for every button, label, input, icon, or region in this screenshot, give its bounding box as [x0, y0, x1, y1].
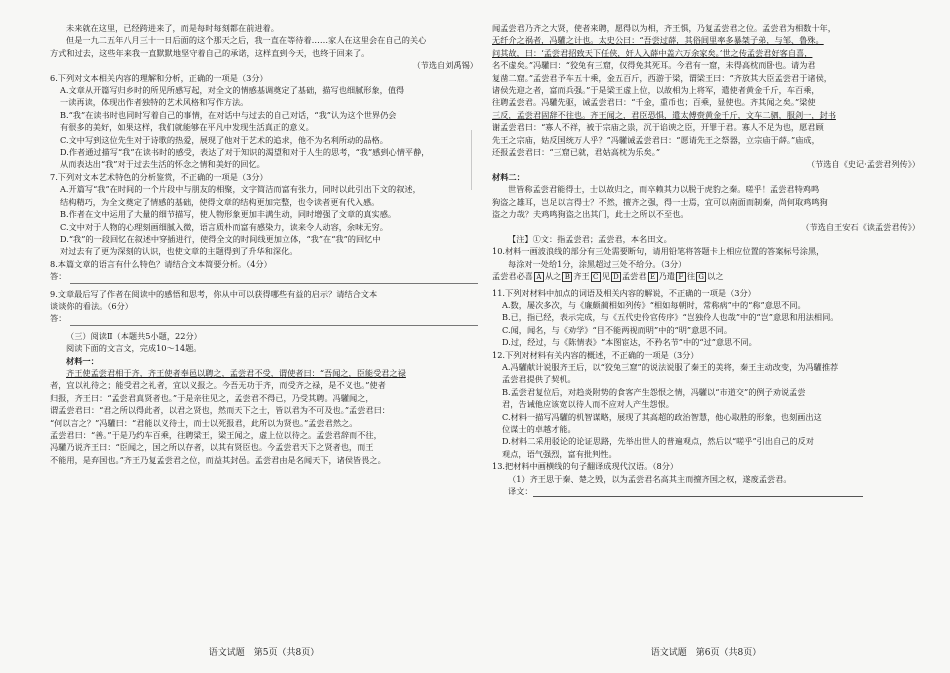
text-line: 观点，语气强烈，富有批判性。	[502, 448, 617, 459]
text-line: 结构精巧，为全文奠定了情感的基础，使得文章的结构更加完整，也令读者更有代入感。	[60, 196, 380, 207]
text-line: 冯驩乃说齐王曰：“臣闻之，国之所以存者，以其有贤臣也。今孟尝君天下之贤者也，而王	[50, 442, 374, 453]
text-line: 一读再读，体现出作者独特的艺术风格和写作方法。	[60, 97, 249, 108]
source-citation: （节选自《史记·孟尝君列传》）	[806, 159, 920, 170]
segmentation-sentence: 孟尝君必喜 A 从之 B 齐王 C 见 D 孟尝君 E 乃遣 F 往 G 以之	[492, 271, 724, 282]
text-line: 方式和过去，这些年来我一直默默地坚守着自己的承诺，这样直到今天，也终于回来了。	[50, 47, 370, 58]
option-a: A.开篇写“我”在时间的一个片段中与朋友的相聚，文字简洁而富有张力，同时以此引出下文的叙述，	[60, 184, 421, 195]
text-line: 有很多的美好，如果这样，我们就能够在平凡中发现生活真正的意义。	[60, 122, 314, 133]
text-line: 盗之力哉？夫鸡鸣狗盗之出其门，此士之所以不至也。	[492, 209, 689, 220]
text-line: 孟尝君提供了契机。	[502, 374, 576, 385]
text-line: 世皆称孟尝君能得士，士以故归之，而卒赖其力以脱于虎豹之秦。嗟乎！孟尝君特鸡鸣	[508, 184, 820, 195]
answer-line[interactable]	[70, 283, 478, 284]
option-b: B.作者在文中运用了大量的细节描写，使人物形象更加丰满生动，同时增强了文章的真实感。	[60, 209, 397, 220]
segment-box-a[interactable]: A	[534, 272, 544, 282]
left-page	[50, 22, 478, 642]
source-note: （节选自刘禹锡）	[412, 60, 478, 71]
question-10: 10.材料一画波浪线的部分有三处需要断句，请用铅笔将答题卡上相应位置的答案标号涂黑，	[492, 246, 825, 257]
text-line: 归报，齐王曰：“孟尝君真贤者也。”于是亲往见之，孟尝君不得已，乃受其聘。冯驩闻之，	[50, 392, 374, 403]
option-c: C.文中写到这位先生对于诗歌的热爱，展现了他对于艺术的追求，他不为名利所动的品格。	[60, 134, 388, 145]
text-line: 无纤介之祸者，冯驩之计也。太史公曰：“吾尝过薛，其俗闾里率多暴桀子弟，与邹、鲁殊。	[492, 35, 824, 46]
text-line: 君，告诫他应该宽以待人而不应对人产生怨恨。	[502, 399, 674, 410]
footnote: 【注】①文：指孟尝君；孟尝君，本名田文。	[508, 233, 672, 244]
text-line: 齐王使孟尝君相于齐，齐王使者奉邑以聘之，孟尝君不受，谓使者曰：“吾闻之，臣能受君之禄	[66, 367, 406, 378]
answer-line[interactable]	[533, 488, 863, 497]
question-8: 8.本篇文章的语言有什么特色？请结合文本简要分析。（4分）	[50, 258, 272, 269]
option-a: A.文章从开篇写归乡时的所见所感写起，对全文的情感基调奠定了基础，描写也细腻形象，值得	[60, 85, 405, 96]
text-line: 复凿二窟。”孟尝君予车五十乘，金五百斤，西游于梁，谓梁王曰：“齐放其大臣孟尝君于诸侯，	[492, 72, 832, 83]
option-a: A.冯驩献计说服齐王后，以“狡兔三窟”的说法说服了秦王的美将，秦王主动改变，为冯驩推荐	[502, 361, 839, 372]
page-footer-right: 语文试题 第6页（共8页）	[650, 648, 762, 658]
text-line: 三反，孟尝君固辞不往也。齐王闻之，君臣恐惧，遣太傅赍黄金千斤，文车二驷，服剑一，封书	[492, 109, 836, 120]
answer-label: 答：	[50, 271, 67, 282]
text-line: 闻孟尝君乃齐之大贤，使者来聘，愿得以为相，齐王惧，乃复孟尝君之位。孟尝君为相数十年，	[492, 23, 836, 33]
text-line: 对过去有了更为深刻的认识，也使文章的主题得到了升华和深化。	[60, 246, 298, 257]
text-line: 往聘孟尝君。冯驩先驱，诫孟尝君曰：“千金，重币也；百乘，显使也。齐其闻之矣。”梁使	[492, 97, 816, 108]
material-1-title: 材料一：	[66, 355, 99, 366]
right-page	[492, 22, 920, 642]
segment-box-c[interactable]: C	[591, 272, 601, 282]
text-line: 谈谈你的看法。（6分）	[50, 300, 133, 311]
text-line: 先王之宗庙，姑反国统万人乎？”冯驩诫孟尝君曰：“愿请先王之祭器，立宗庙于薛。”庙成，	[492, 134, 820, 145]
text-line: 谢孟尝君曰：“寡人不祥，被于宗庙之祟，沉于谄谀之臣，开罪于君。寡人不足为也，愿君顾	[492, 122, 824, 133]
option-d: D.作者通过描写“我”在读书时的感受，表达了对于知识的渴望和对于人生的思考，“我”感到心情平静，	[60, 147, 430, 158]
segment-box-f[interactable]: F	[676, 272, 686, 282]
option-d: D.“我”的一段回忆在叙述中穿插进行，使得全文的时间线更加立体，“我”在“我”的回忆中	[60, 233, 381, 244]
option-b: B.孟尝君复位后，对趋炎附势的食客产生怨恨之情，冯驩以“市道交”的例子劝说孟尝	[502, 386, 806, 397]
question-11: 11.下列对材料中加点的词语及相关内容的解说，不正确的一项是（3分）	[492, 287, 756, 298]
question-7: 7.下列对文本艺术特色的分析鉴赏，不正确的一项是（3分）	[50, 171, 268, 182]
instruction: 阅读下面的文言文，完成10～14题。	[66, 343, 202, 354]
segment-box-b[interactable]: B	[562, 272, 572, 282]
text-line: “何以言之？”冯驩曰：“君能以义待士，而士以死报君，此所以为贤也。”孟尝君然之。	[50, 417, 358, 428]
sub-question: （1）齐王思于秦、楚之毁，以为孟尝君名高其主而擅齐国之权，遂废孟尝君。	[508, 473, 792, 484]
segment-box-d[interactable]: D	[611, 272, 621, 282]
option-c: C.文中对于人物的心理刻画细腻入微，语言质朴而富有感染力，读来令人动容，余味无穷。	[60, 221, 388, 232]
material-2-title: 材料二：	[492, 171, 525, 182]
segment-box-g[interactable]: G	[696, 272, 706, 282]
question-9: 9.文章最后写了作者在阅读中的感悟和思考，你从中可以获得哪些有益的启示？请结合文本	[50, 288, 378, 299]
text-line: 不能用，是弃国也。”齐王乃复孟尝君之位，而益其封邑。孟尝君由是名闻天下，诸侯皆畏之。	[50, 454, 386, 465]
answer-label: 译文：	[508, 486, 533, 497]
text-line: 名不虚矣。”冯驩曰：“狡兔有三窟，仅得免其死耳。今君有一窟，未得高枕而卧也。请为君	[492, 60, 816, 71]
text-line: 位谋士的卓越才能。	[502, 424, 576, 434]
answer-line[interactable]	[70, 325, 478, 326]
option-c: C.闻，闻名，与《劝学》“目不能两视而明”中的“明”意思不同。	[502, 324, 733, 335]
translation-answer	[492, 485, 920, 497]
question-12: 12.下列对材料有关内容的概述，不正确的一项是（3分）	[492, 349, 699, 360]
section-heading: （三）阅读Ⅱ（本题共5小题，22分）	[66, 330, 202, 341]
answer-label: 答：	[50, 313, 67, 324]
option-c: C.材料一描写冯驩的机智谋略，展现了其高超的政治智慧，他心取胜的形象，也刻画出这	[502, 411, 822, 422]
source-citation: （节选自王安石《读孟尝君传》）	[801, 221, 920, 232]
text-line: 孟尝君曰：“善。”于是乃约车百乘，往聘梁王，梁王闻之，虚上位以待之。孟尝君辞而不往，	[50, 430, 382, 440]
text-line: 未来就在这里，已经跨进来了，而是每时每刻都在前进着。	[66, 23, 279, 33]
option-b: B.已，指已经，表示完成，与《五代史伶官传序》“岂独伶人也哉”中的“岂”意思和用法相同。	[502, 312, 839, 323]
option-a: A.数，屡次多次，与《廉颇蔺相如列传》“相如每朝时，常称病”中的“称”意思不同。	[502, 299, 806, 310]
option-d: D.材料二采用驳论的论证思路，先举出世人的普遍观点，然后以“嗟乎”引出自己的反对	[502, 436, 814, 447]
text-line: 从而表达出“我”对于过去生活的怀念之情和美好的回忆。	[60, 159, 265, 170]
question-13: 13.把材料中画横线的句子翻译成现代汉语。（8分）	[492, 461, 679, 472]
text-line: 谓孟尝君曰：“君之所以得此者，以君之贤也，然而天下之士，皆以君为不可及也。”孟尝君曰：	[50, 405, 390, 416]
text-line: 者，宜以礼待之；能受君之礼者，宜以义报之。今吾无功于齐，而受齐之禄，是不义也。”使者	[50, 380, 386, 391]
option-d: D.过，经过，与《陈情表》“本图宦达，不矜名节”中的“过”意思不同。	[502, 337, 757, 348]
segment-box-e[interactable]: E	[648, 272, 658, 282]
text-line: 还报孟尝君曰：“三窟已就，君姑高枕为乐矣。”	[492, 147, 661, 158]
text-line: 狗盗之雄耳，岂足以言得士？不然，擅齐之强，得一士焉，宜可以南面而制秦，尚何取鸡鸣狗	[492, 196, 828, 207]
page-footer-left: 语文试题 第5页（共8页）	[208, 648, 320, 658]
text-line: 但是一九二五年八月三十一日后面的这个那天之后，我一直在等待着……家人在这里会在自己的关心	[66, 35, 427, 46]
text-line: 诸侯先迎之者，富而兵强。”于是梁王虚上位，以故相为上将军，遣使者黄金千斤，车百乘，	[492, 85, 820, 96]
text-line: 每涂对一处给1分，涂黑超过三处不给分。（3分）	[508, 258, 687, 269]
option-b: B.“我”在读书时也同时写着自己的事情，在对话中与过去的自己对话，“我”认为这个世界仍会	[60, 109, 397, 120]
text-line: 问其故，曰：‘孟尝君招致天下任侠，奸人入薛中盖六万余家矣。’世之传孟尝君好客自喜，	[492, 47, 813, 58]
question-6: 6.下列对文本相关内容的理解和分析，正确的一项是（3分）	[50, 72, 268, 83]
